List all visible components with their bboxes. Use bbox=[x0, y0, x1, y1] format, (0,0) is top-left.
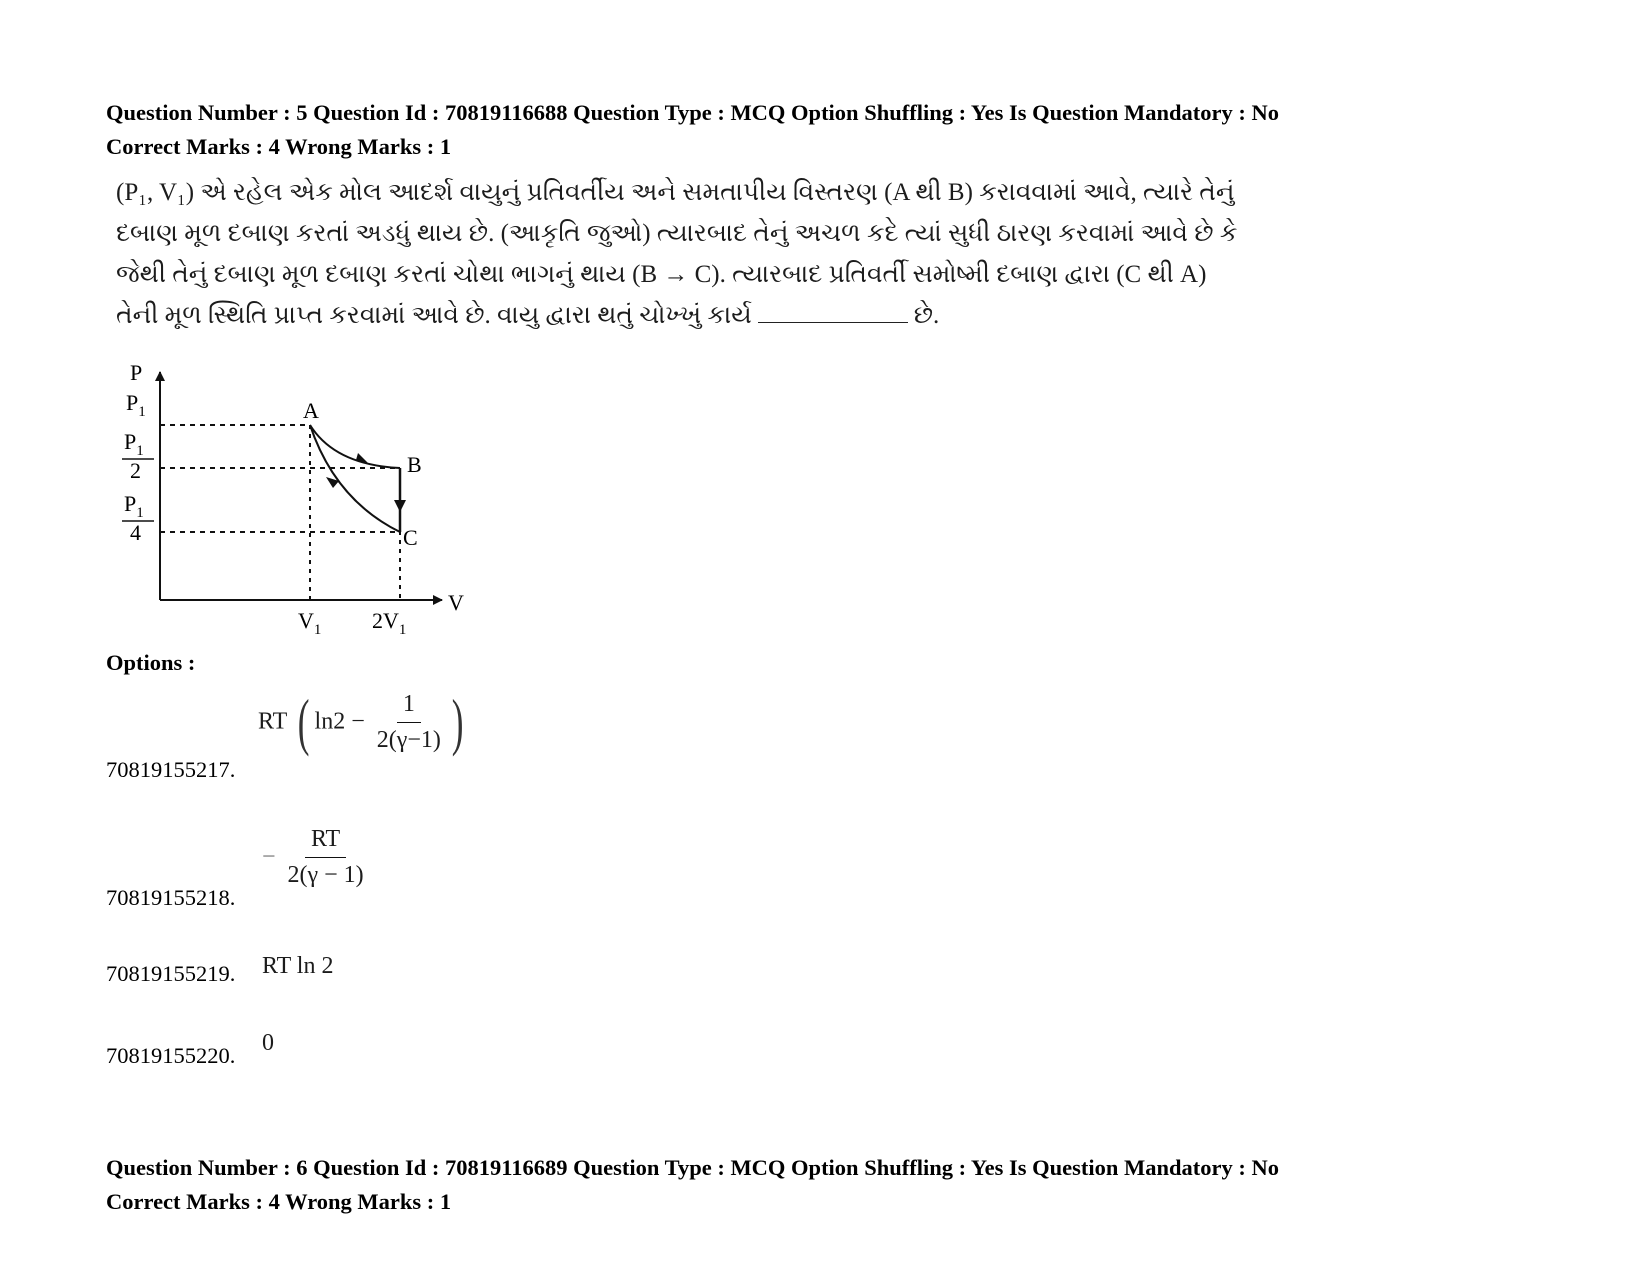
question-text-end: છે. bbox=[913, 302, 940, 329]
point-label-c: C bbox=[403, 525, 418, 550]
axis-label-v: V bbox=[448, 590, 464, 615]
option-2-minus: − bbox=[262, 844, 276, 870]
option-1-denominator: 2(γ−1) bbox=[376, 726, 441, 753]
option-1-ln: ln2 − bbox=[314, 708, 365, 735]
pv-diagram bbox=[110, 360, 490, 650]
option-4-expression: 0 bbox=[262, 1030, 274, 1056]
option-2-numerator: RT bbox=[305, 826, 346, 858]
question-text-line: (P₁, V₁) એ રહેલ એક મોલ આદર્શ વાયુનું પ્રતિવર્તીય અને સમતાપીય વિસ્તરણ (A થી B) કરાવવામાં આવે, ત્યારે તેનું bbox=[116, 179, 1235, 206]
open-paren: ( bbox=[298, 686, 310, 757]
q6-meta-line-2: Correct Marks : 4 Wrong Marks : 1 bbox=[106, 1189, 452, 1214]
q5-meta-line-2: Correct Marks : 4 Wrong Marks : 1 bbox=[106, 134, 452, 159]
label-p1: $P_1$ bbox=[126, 390, 146, 420]
option-3-expression: RT ln 2 bbox=[262, 953, 334, 979]
label-quarter-p1-num: $P_1$ bbox=[124, 491, 144, 521]
option-1-numerator: 1 bbox=[397, 691, 421, 723]
q5-meta-line-1: Question Number : 5 Question Id : 70819116688 Question Type : MCQ Option Shuffling : Yes Is Question Mandatory : No bbox=[106, 100, 1280, 125]
axis-label-p: P bbox=[130, 360, 143, 385]
answer-blank bbox=[758, 298, 908, 323]
option-1-expression bbox=[258, 686, 468, 757]
option-2-fraction bbox=[282, 826, 370, 889]
question-text-line bbox=[116, 295, 1226, 336]
option-2-denominator: 2(γ − 1) bbox=[287, 862, 364, 888]
option-1-rt: RT bbox=[258, 708, 288, 735]
label-half-p1-num: $P_1$ bbox=[124, 429, 144, 459]
label-v1: $V_1$ bbox=[298, 608, 322, 638]
question-text-line: દબાણ મૂળ દબાણ કરતાં અડધું થાય છે. (આકૃતિ જુઓ) ત્યારબાદ તેનું અચળ કદે ત્યાં સુધી ઠારણ કરવામાં આવે છે કે bbox=[116, 220, 1238, 247]
isothermal-curve-ab bbox=[310, 425, 400, 468]
label-quarter-p1-den: 4 bbox=[130, 520, 141, 545]
option-1-id: 70819155217. bbox=[106, 757, 236, 782]
arrow-bc bbox=[394, 500, 406, 512]
point-label-b: B bbox=[407, 452, 422, 477]
label-2v1: $2V_1$ bbox=[372, 608, 407, 638]
point-label-a: A bbox=[303, 398, 319, 423]
close-paren: ) bbox=[451, 686, 464, 757]
question-text bbox=[116, 172, 1238, 336]
q6-meta-line-1: Question Number : 6 Question Id : 70819116689 Question Type : MCQ Option Shuffling : Yes Is Question Mandatory : No bbox=[106, 1155, 1280, 1180]
option-4-id: 70819155220. bbox=[106, 1043, 236, 1068]
option-1-fraction bbox=[371, 691, 447, 754]
option-2-expression bbox=[262, 826, 370, 889]
question-text-line: જેથી તેનું દબાણ મૂળ દબાણ કરતાં ચોથા ભાગનું થાય (B → C). ત્યારબાદ પ્રતિવર્તી સમોષ્મી દબાણ દ્વારા (C થી A) bbox=[116, 261, 1207, 288]
question-text-line-4: તેની મૂળ સ્થિતિ પ્રાપ્ત કરવામાં આવે છે. વાયુ દ્વારા થતું ચોખ્ખું કાર્ય bbox=[116, 302, 752, 329]
options-label: Options : bbox=[106, 650, 196, 675]
option-3-id: 70819155219. bbox=[106, 961, 236, 986]
option-2-id: 70819155218. bbox=[106, 885, 236, 910]
label-half-p1-den: 2 bbox=[130, 458, 141, 483]
